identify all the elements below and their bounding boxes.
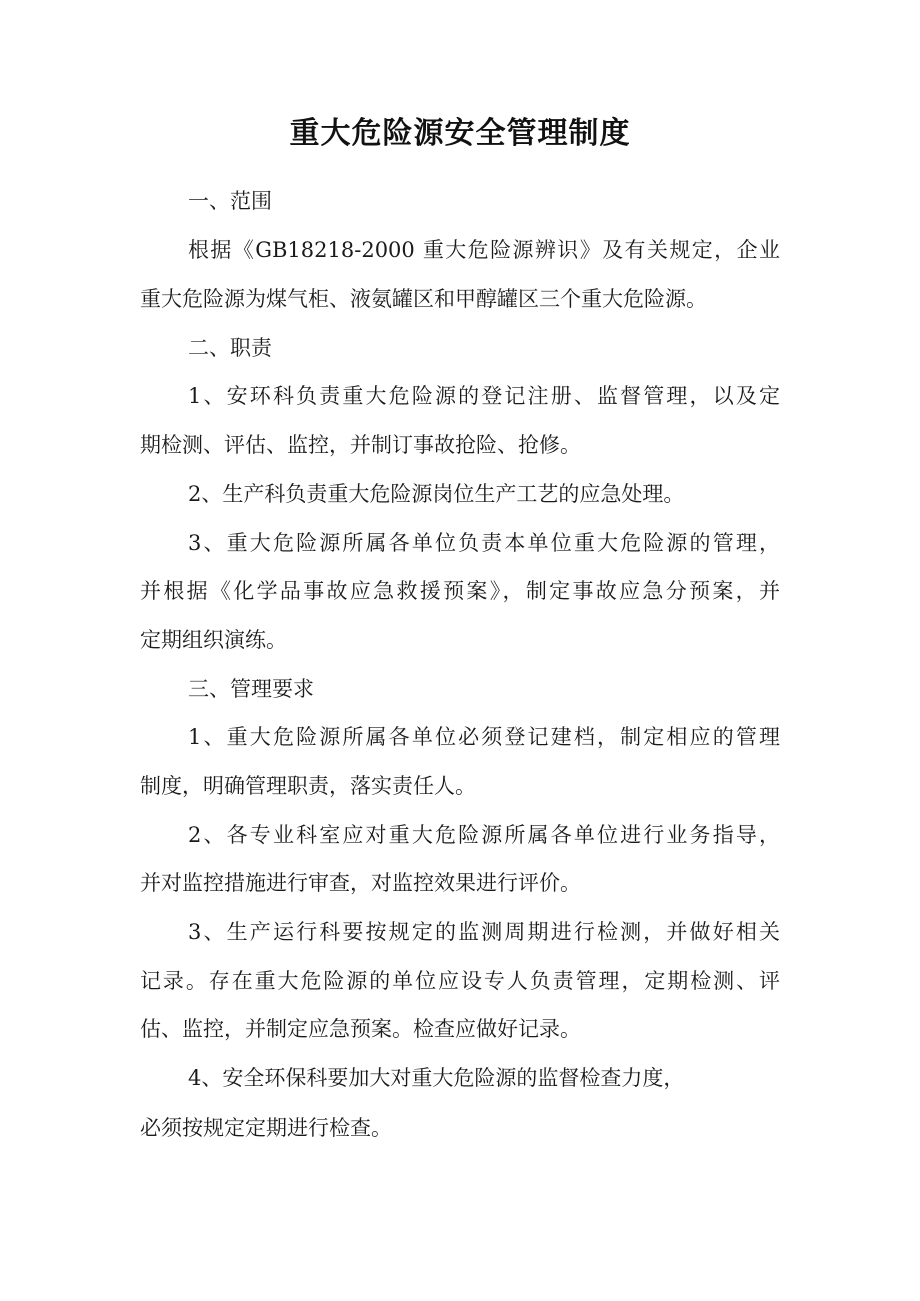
paragraph-line: 4、安全环保科要加大对重大危险源的监督检查力度，: [188, 1066, 685, 1090]
paragraph-line: 根据《GB18218-2000 重大危险源辨识》及有关规定，企业: [188, 238, 780, 262]
paragraph-line: 估、监控，并制定应急预案。检查应做好记录。: [140, 1017, 581, 1041]
paragraph-line: 定期组织演练。: [140, 628, 287, 652]
paragraph-line: 3、重大危险源所属各单位负责本单位重大危险源的管理，: [188, 531, 780, 555]
paragraph-line: 重大危险源为煤气柜、液氨罐区和甲醇罐区三个重大危险源。: [140, 287, 707, 311]
document-title: 重大危险源安全管理制度: [289, 116, 631, 151]
paragraph-line: 记录。存在重大危险源的单位应设专人负责管理，定期检测、评: [140, 969, 780, 993]
paragraph-line: 必须按规定定期进行检查。: [140, 1116, 392, 1140]
paragraph-line: 并根据《化学品事故应急救援预案》，制定事故应急分预案，并: [140, 579, 780, 603]
paragraph-line: 并对监控措施进行审查，对监控效果进行评价。: [140, 871, 581, 895]
paragraph-line: 制度，明确管理职责，落实责任人。: [140, 774, 476, 798]
paragraph-line: 期检测、评估、监控，并制订事故抢险、抢修。: [140, 433, 581, 457]
section-heading-duties: 二、职责: [188, 336, 272, 360]
paragraph-line: 2、各专业科室应对重大危险源所属各单位进行业务指导，: [188, 823, 780, 847]
paragraph-line: 1、安环科负责重大危险源的登记注册、监督管理，以及定: [188, 384, 780, 408]
section-heading-scope: 一、范围: [188, 189, 272, 213]
section-heading-requirements: 三、管理要求: [188, 677, 314, 701]
paragraph-line: 1、重大危险源所属各单位必须登记建档，制定相应的管理: [188, 725, 780, 749]
paragraph-line: 3、生产运行科要按规定的监测周期进行检测，并做好相关: [188, 920, 780, 944]
paragraph-line: 2、生产科负责重大危险源岗位生产工艺的应急处理。: [188, 482, 685, 506]
